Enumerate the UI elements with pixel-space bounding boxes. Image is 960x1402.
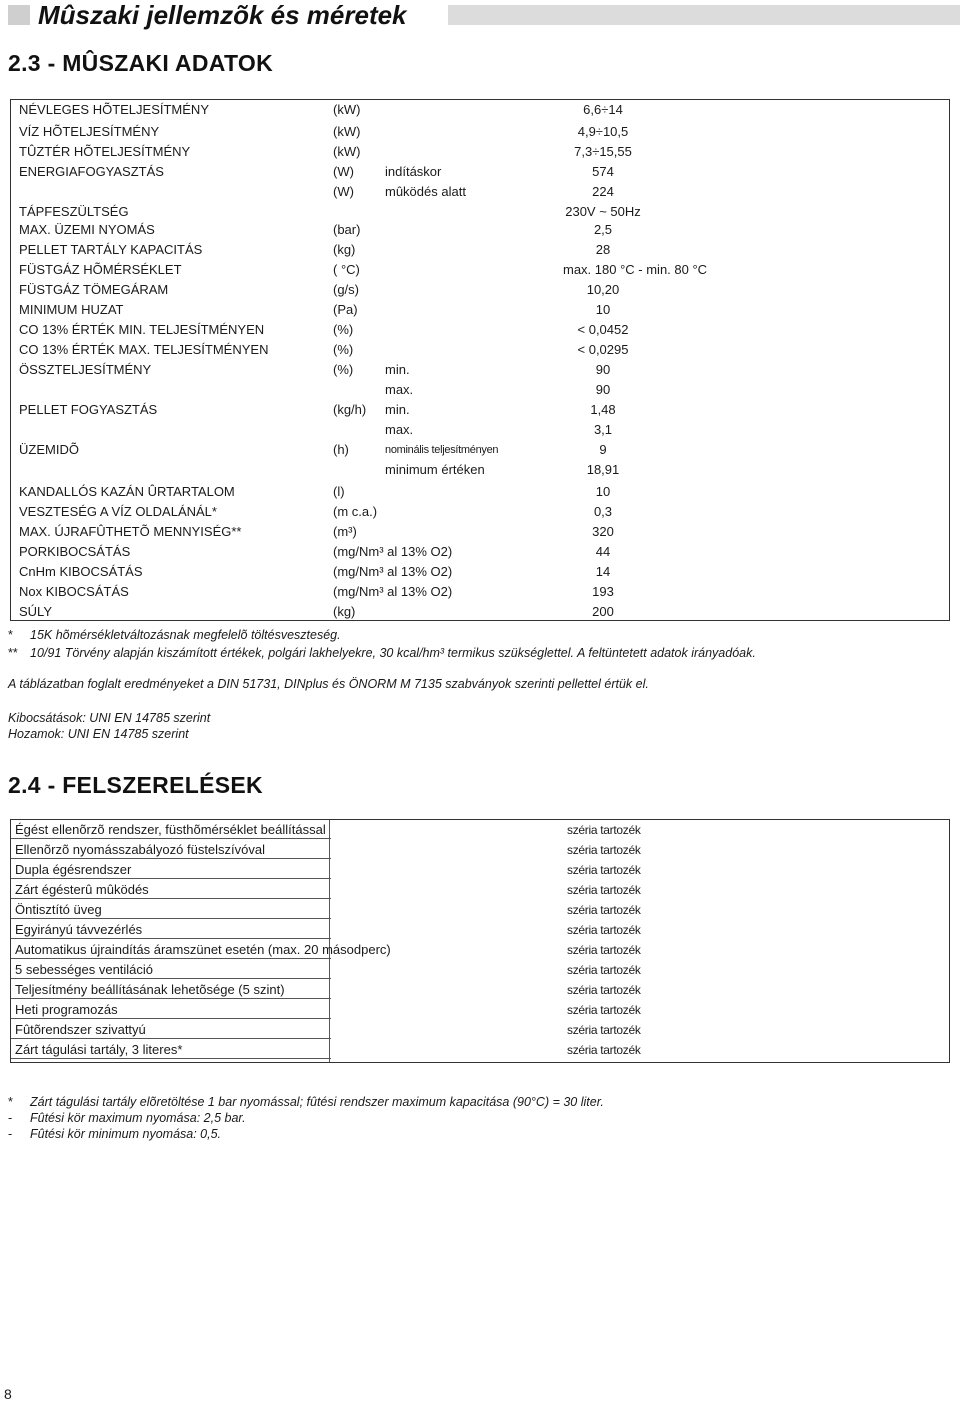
row-value: 193	[592, 584, 614, 599]
row-unit: (%)	[333, 342, 354, 357]
footnote-text: Fûtési kör minimum nyomása: 0,5.	[30, 1127, 222, 1141]
row-value: 2,5	[593, 222, 613, 237]
row-value: 200	[592, 604, 614, 619]
equipment-name: Dupla égésrendszer	[15, 862, 132, 877]
row-unit: (h)	[333, 442, 349, 457]
row-condition: nominális teljesítményen	[385, 444, 499, 456]
row-value: 7,3÷15,55	[574, 144, 632, 159]
equipment-name: Zárt tágulási tartály, 3 literes*	[15, 1042, 183, 1057]
table-row	[11, 220, 949, 240]
table-row	[11, 502, 949, 522]
row-name: NÉVLEGES HÕTELJESÍTMÉNY	[19, 102, 209, 117]
header-square-decoration	[8, 5, 30, 25]
row-unit: ( °C)	[333, 262, 360, 277]
row-name: FÜSTGÁZ TÖMEGÁRAM	[19, 282, 169, 297]
equipment-footnote-1	[8, 1095, 604, 1109]
row-unit: (Pa)	[333, 302, 358, 317]
list-item	[11, 960, 949, 980]
row-value: 28	[595, 242, 611, 257]
equipment-name: 5 sebességes ventiláció	[15, 962, 154, 977]
equipment-status: széria tartozék	[567, 923, 641, 937]
equipment-name-cell	[15, 900, 102, 920]
equipment-status: széria tartozék	[567, 1003, 641, 1017]
equipment-name: Fûtõrendszer szivattyú	[15, 1022, 146, 1037]
footnote-mark: **	[8, 646, 18, 660]
row-value: 9	[599, 442, 607, 457]
equipment-name: Zárt égésterû mûködés	[15, 882, 149, 897]
table-row	[11, 562, 949, 582]
list-item	[11, 920, 949, 940]
row-unit: (kW)	[333, 144, 361, 159]
row-unit: (l)	[333, 484, 345, 499]
row-unit: (mg/Nm³ al 13% O2)	[333, 544, 453, 559]
page-title: Mûszaki jellemzõk és méretek	[38, 0, 407, 30]
table-row	[11, 240, 949, 260]
row-unit: (kg)	[333, 604, 356, 619]
table-row	[11, 440, 949, 460]
row-name: PELLET TARTÁLY KAPACITÁS	[19, 242, 203, 257]
table-row	[11, 162, 949, 182]
emissions-note: Kibocsátások: UNI EN 14785 szerint	[8, 711, 211, 725]
row-value: 10	[595, 302, 611, 317]
row-name: CnHm KIBOCSÁTÁS	[19, 564, 143, 579]
row-value: 0,3	[593, 504, 613, 519]
row-condition: indításkor	[385, 164, 442, 179]
list-item	[11, 840, 949, 860]
equipment-name: Teljesítmény beállításának lehetõsége (5 szint)	[15, 982, 285, 997]
equipment-table	[10, 819, 950, 1063]
row-unit: (kW)	[333, 124, 361, 139]
equipment-name-cell	[15, 880, 149, 900]
row-unit: (W)	[333, 164, 354, 179]
row-condition: max.	[385, 422, 414, 437]
row-name: TÛZTÉR HÕTELJESÍTMÉNY	[19, 144, 191, 159]
row-value: 230V ~ 50Hz	[565, 204, 641, 219]
row-value: 574	[592, 164, 614, 179]
table-row	[11, 280, 949, 300]
equipment-name: Égést ellenõrzõ rendszer, füsthõmérséklet beállítással	[15, 822, 326, 837]
footnote-text: Fûtési kör maximum nyomása: 2,5 bar.	[30, 1111, 246, 1125]
row-unit: (m c.a.)	[333, 504, 378, 519]
section-title-equipment: 2.4 - FELSZERELÉSEK	[8, 772, 263, 798]
footnote-2	[8, 646, 756, 660]
row-condition: max.	[385, 382, 414, 397]
table-row	[11, 400, 949, 420]
row-name: VÍZ HÕTELJESÍTMÉNY	[19, 124, 160, 139]
equipment-name-cell	[15, 920, 142, 940]
row-value: 1,48	[590, 402, 616, 417]
row-unit: (%)	[333, 322, 354, 337]
yields-note: Hozamok: UNI EN 14785 szerint	[8, 727, 189, 741]
row-value: 4,9÷10,5	[577, 124, 629, 139]
equipment-name-cell	[15, 960, 153, 980]
equipment-name-cell	[15, 980, 285, 1000]
equipment-name-cell	[15, 1020, 146, 1040]
equipment-status: széria tartozék	[567, 1023, 641, 1037]
footnote-mark: *	[8, 1095, 13, 1109]
technical-data-table	[10, 99, 950, 621]
row-name: KANDALLÓS KAZÁN ÛRTARTALOM	[19, 484, 235, 499]
table-row	[11, 420, 949, 440]
table-row	[11, 360, 949, 380]
row-condition: mûködés alatt	[385, 184, 466, 199]
table-row	[11, 340, 949, 360]
equipment-status: széria tartozék	[567, 1043, 641, 1057]
table-row	[11, 142, 949, 162]
row-value: 320	[592, 524, 614, 539]
row-name: ÜZEMIDÕ	[19, 442, 79, 457]
footnote-1	[8, 628, 341, 642]
list-item	[11, 860, 949, 880]
equipment-name: Ellenõrzõ nyomásszabályozó füstelszívóval	[15, 842, 266, 857]
list-item	[11, 820, 949, 840]
footnote-text: 15K hõmérsékletváltozásnak megfelelõ töltésveszteség.	[30, 628, 341, 642]
row-unit: (kg/h)	[333, 402, 367, 417]
list-item	[11, 980, 949, 1000]
row-value: 10	[595, 484, 611, 499]
equipment-name: Egyirányú távvezérlés	[15, 922, 143, 937]
row-value: 6,6÷14	[583, 102, 623, 117]
table-row	[11, 182, 949, 202]
table-row	[11, 320, 949, 340]
equipment-name-cell	[15, 860, 131, 880]
equipment-name: Öntisztító üveg	[15, 902, 102, 917]
row-name: ÖSSZTELJESÍTMÉNY	[19, 362, 152, 377]
row-value: 14	[595, 564, 611, 579]
section-title-technical-data: 2.3 - MÛSZAKI ADATOK	[8, 50, 273, 76]
table-row	[11, 300, 949, 320]
row-unit: (m³)	[333, 524, 357, 539]
equipment-name-cell	[15, 940, 391, 960]
equipment-footnote-3	[8, 1127, 221, 1141]
equipment-status: széria tartozék	[567, 903, 641, 917]
footnote-mark: -	[8, 1111, 13, 1125]
row-unit: (mg/Nm³ al 13% O2)	[333, 564, 453, 579]
list-item	[11, 1040, 949, 1060]
row-value: 224	[592, 184, 614, 199]
row-value: max. 180 °C - min. 80 °C	[563, 262, 708, 277]
table-row	[11, 100, 949, 120]
equipment-status: széria tartozék	[567, 843, 641, 857]
footnote-mark: -	[8, 1127, 13, 1141]
row-value: 18,91	[586, 462, 620, 477]
row-name: PELLET FOGYASZTÁS	[19, 402, 158, 417]
footnote-text: Zárt tágulási tartály elõretöltése 1 bar nyomással; fûtési rendszer maximum kapacitása (90°C) = 30 liter.	[30, 1095, 604, 1109]
row-value: 90	[595, 382, 611, 397]
row-value: < 0,0295	[577, 342, 629, 357]
equipment-status: széria tartozék	[567, 823, 641, 837]
row-condition: min.	[385, 362, 410, 377]
equipment-status: széria tartozék	[567, 983, 641, 997]
row-unit: (g/s)	[333, 282, 359, 297]
equipment-status: széria tartozék	[567, 863, 641, 877]
row-name: SÚLY	[19, 604, 52, 619]
row-value: 10,20	[586, 282, 620, 297]
list-item	[11, 1000, 949, 1020]
page-number: 8	[4, 1386, 12, 1402]
row-name: MAX. ÜZEMI NYOMÁS	[19, 222, 155, 237]
row-unit: (kW)	[333, 102, 361, 117]
table-row	[11, 582, 949, 602]
footnote-mark: *	[8, 628, 13, 642]
equipment-name-cell	[15, 1000, 118, 1020]
row-name: TÁPFESZÜLTSÉG	[19, 204, 129, 219]
row-value: 44	[595, 544, 611, 559]
equipment-name: Heti programozás	[15, 1002, 118, 1017]
equipment-name: Automatikus újraindítás áramszünet esetén (max. 20 másodperc)	[15, 942, 391, 957]
row-condition: min.	[385, 402, 410, 417]
row-name: ENERGIAFOGYASZTÁS	[19, 164, 164, 179]
header-bar-decoration	[448, 5, 960, 25]
row-value: 3,1	[593, 422, 613, 437]
equipment-status: széria tartozék	[567, 883, 641, 897]
table-row	[11, 522, 949, 542]
equipment-name-cell	[15, 840, 265, 860]
equipment-status: széria tartozék	[567, 963, 641, 977]
row-value: 90	[595, 362, 611, 377]
equipment-status: széria tartozék	[567, 943, 641, 957]
row-unit: (mg/Nm³ al 13% O2)	[333, 584, 453, 599]
row-name: FÜSTGÁZ HÕMÉRSÉKLET	[19, 262, 182, 277]
list-item	[11, 940, 949, 960]
row-unit: (bar)	[333, 222, 361, 237]
table-row	[11, 460, 949, 480]
equipment-footnote-2	[8, 1111, 246, 1125]
table-row	[11, 122, 949, 142]
row-name: MAX. ÚJRAFÛTHETÕ MENNYISÉG**	[19, 524, 242, 539]
table-row	[11, 482, 949, 502]
list-item	[11, 1020, 949, 1040]
list-item	[11, 880, 949, 900]
row-name: CO 13% ÉRTÉK MIN. TELJESÍTMÉNYEN	[19, 322, 265, 337]
row-condition: minimum értéken	[385, 462, 485, 477]
page-header	[8, 0, 960, 30]
table-row	[11, 202, 949, 222]
standards-note: A táblázatban foglalt eredményeket a DIN 51731, DINplus és ÖNORM M 7135 szabványok szerinti pellettel értük el.	[8, 677, 649, 691]
table-row	[11, 380, 949, 400]
row-unit: (W)	[333, 184, 354, 199]
row-value: < 0,0452	[577, 322, 629, 337]
row-unit: (kg)	[333, 242, 356, 257]
row-name: PORKIBOCSÁTÁS	[19, 544, 131, 559]
equipment-name-cell	[15, 820, 326, 840]
equipment-name-cell	[15, 1040, 182, 1060]
row-name: Nox KIBOCSÁTÁS	[19, 584, 129, 599]
list-item	[11, 900, 949, 920]
row-unit: (%)	[333, 362, 354, 377]
row-name: CO 13% ÉRTÉK MAX. TELJESÍTMÉNYEN	[19, 342, 269, 357]
table-row	[11, 260, 949, 280]
row-name: VESZTESÉG A VÍZ OLDALÁNÁL*	[19, 504, 217, 519]
footnote-text: 10/91 Törvény alapján kiszámított értékek, polgári lakhelyekre, 30 kcal/hm³ termikus szükséglettel. A feltüntetett adatok irányadóak.	[30, 646, 756, 660]
row-name: MINIMUM HUZAT	[19, 302, 124, 317]
table-row	[11, 602, 949, 622]
table-row	[11, 542, 949, 562]
